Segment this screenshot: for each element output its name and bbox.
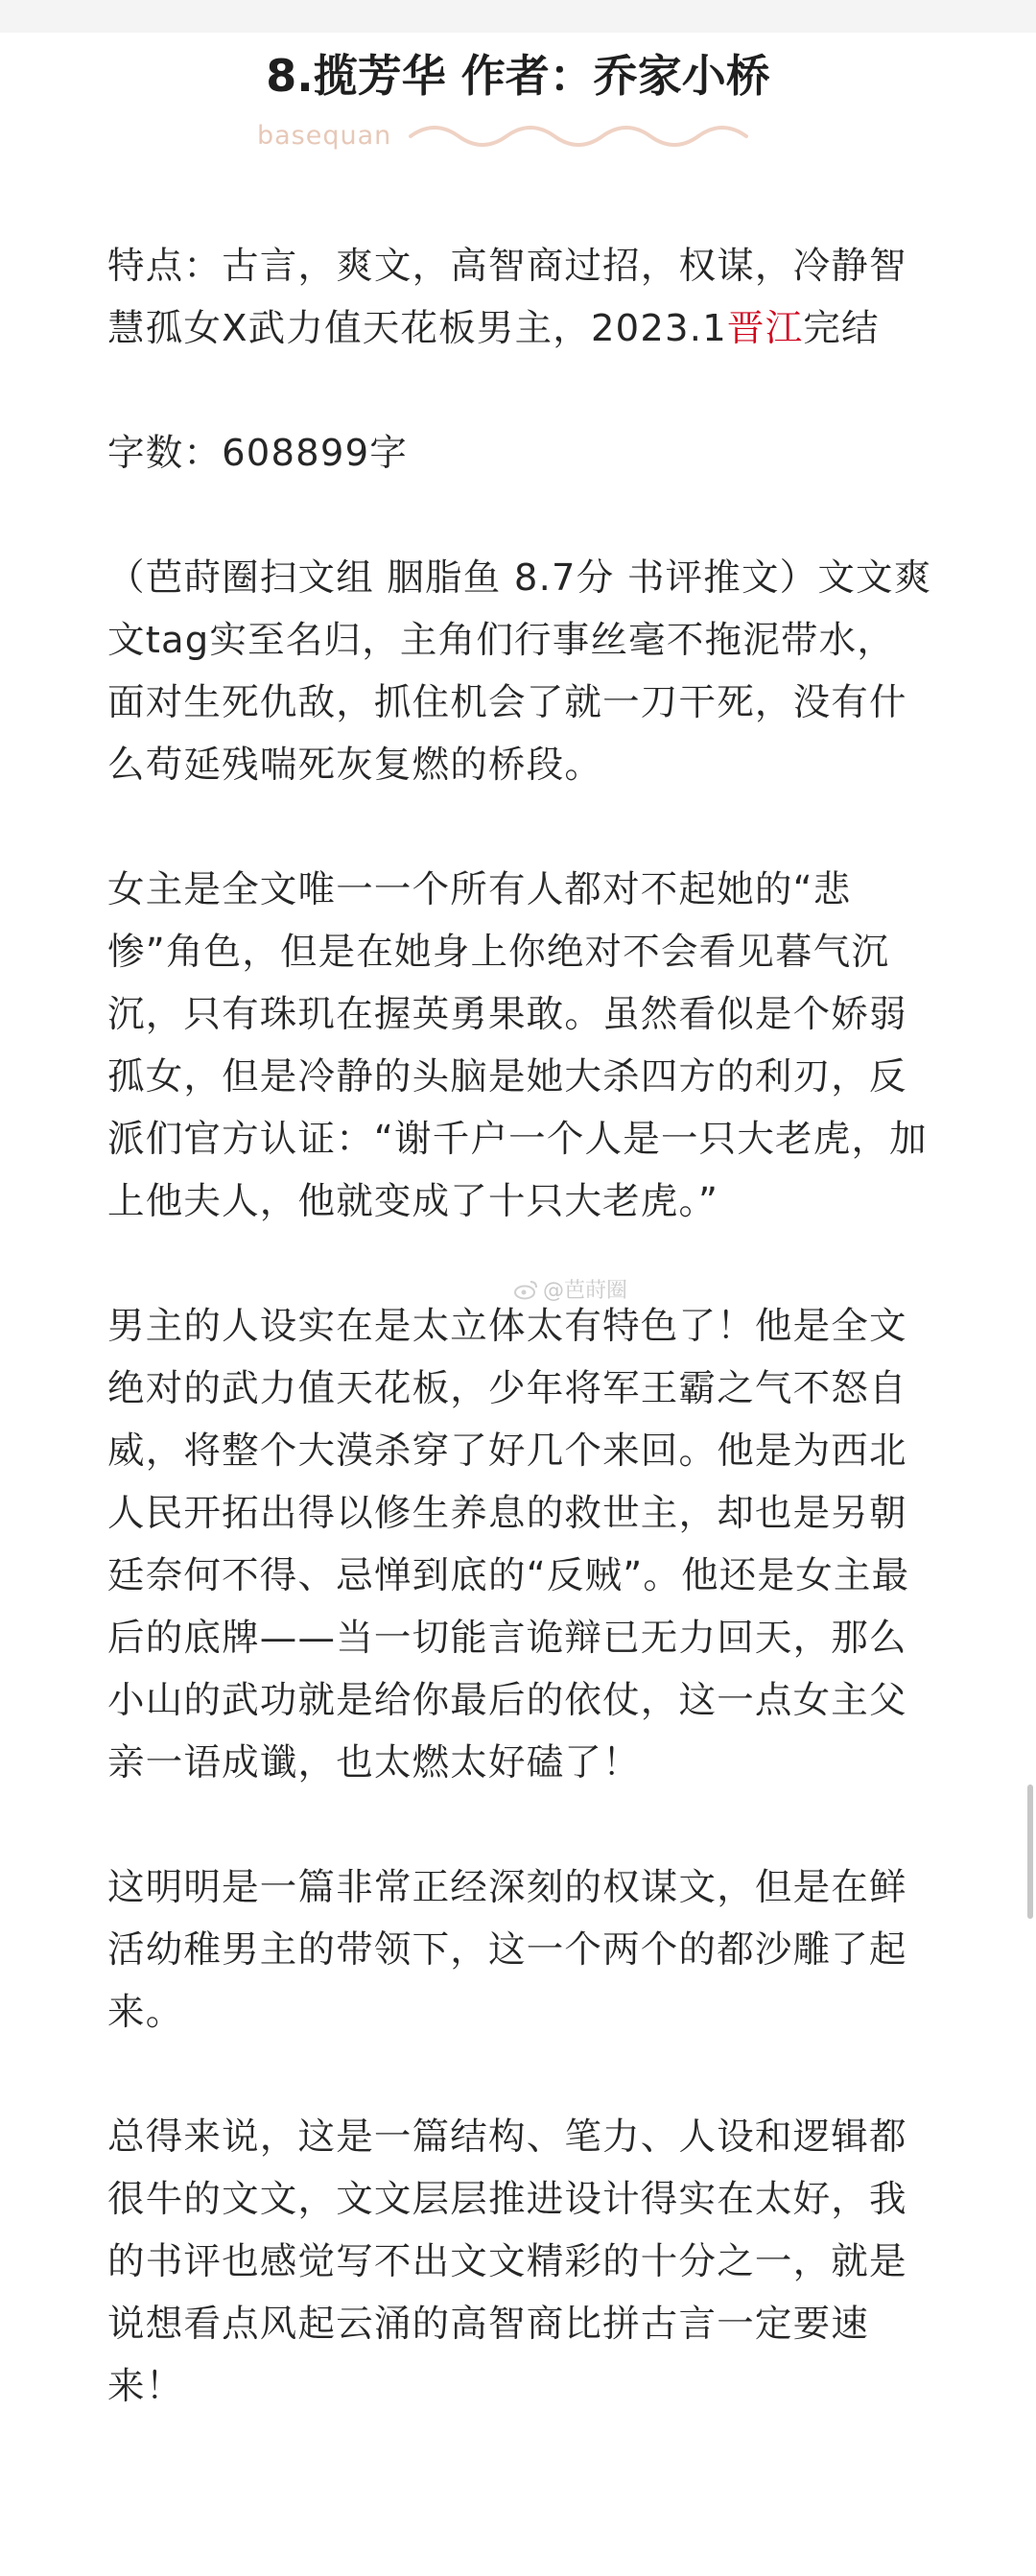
wave-decoration-icon	[406, 117, 770, 155]
summary-paragraph: 总得来说，这是一篇结构、笔力、人设和逻辑都很牛的文文，文文层层推进设计得实在太好，我的书评也感觉写不出文文精彩的十分之一，就是说想看点风起云涌的高智商比拼古言一定要速来！	[107, 2115, 907, 2408]
heroine-paragraph: 女主是全文唯一一个所有人都对不起她的“悲惨”角色，但是在她身上你绝对不会看见暮气沉沉，只有珠玑在握英勇果敢。虽然看似是个娇弱孤女，但是冷静的头脑是她大杀四方的利刃，反派们官方认证：“谢千户一个人是一只大老虎，加上他夫人，他就变成了十只大老虎。”	[107, 868, 928, 1223]
scrollbar[interactable]	[1027, 1784, 1033, 1919]
word-count: 字数：608899字	[107, 432, 408, 475]
review-paragraph: （芭莳圈扫文组 胭脂鱼 8.7分 书评推文）文文爽文tag实至名归，主角们行事丝毫不拖泥带水，面对生死仇敌，抓住机会了就一刀干死，没有什么苟延残喘死灰复燃的桥段。	[107, 556, 932, 787]
features-status: 完结	[803, 307, 880, 350]
hero-paragraph: 男主的人设实在是太立体太有特色了！他是全文绝对的武力值天花板，少年将军王霸之气不怒自威，将整个大漠杀穿了好几个来回。他是为西北人民开拓出得以修生养息的救世主，却也是另朝廷奈何不得、忌惮到底的“反贼”。他还是女主最后的底牌——当一切能言诡辩已无力回天，那么小山的武功就是给你最后的依仗，这一点女主父亲一语成谶，也太燃太好磕了！	[107, 1305, 910, 1784]
site-highlight: 晋江	[726, 307, 804, 350]
title-decoration	[257, 111, 780, 165]
weibo-icon	[514, 1279, 539, 1300]
article-body	[107, 235, 932, 2480]
features-text: 特点：古言，爽文，高智商过招，权谋，冷静智慧孤女X武力值天花板男主，2023.1	[107, 245, 907, 350]
weibo-watermark-text: @芭莳圈	[543, 1279, 628, 1303]
watermark-text: basequan	[257, 121, 392, 151]
weibo-watermark	[514, 1274, 627, 1304]
top-divider	[0, 0, 1036, 33]
tone-paragraph: 这明明是一篇非常正经深刻的权谋文，但是在鲜活幼稚男主的带领下，这一个两个的都沙雕了起来。	[107, 1866, 907, 2034]
article-title: 8.揽芳华 作者：乔家小桥	[266, 50, 770, 102]
features-paragraph	[107, 235, 932, 360]
